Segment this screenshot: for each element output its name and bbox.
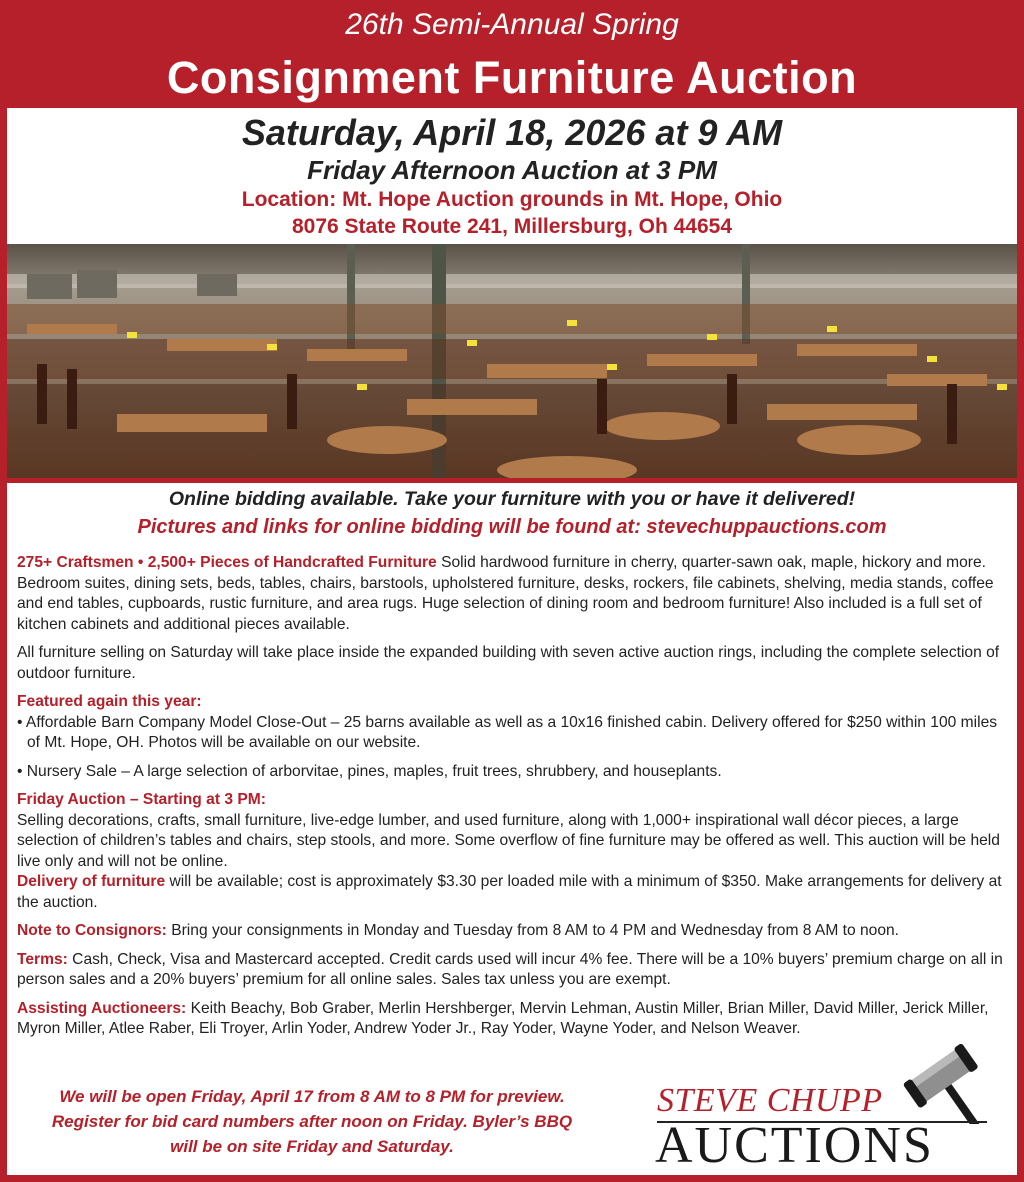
- pictures-link-tagline[interactable]: Pictures and links for online bidding will be found at: stevechuppauctions.com: [137, 516, 887, 538]
- auction-details: [17, 553, 1007, 1048]
- divider: [7, 478, 1017, 483]
- auction-date: Saturday, April 18, 2026 at 9 AM: [241, 112, 783, 153]
- location: Location: Mt. Hope Auction grounds in Mt. Hope, Ohio: [241, 188, 783, 211]
- featured-item: • Affordable Barn Company Model Close-Out – 25 barns available as well as a 10x16 finished cabin. Delivery offered for $250 within 100 miles of Mt. Hope, OH. Photos will be available on our website.: [17, 713, 998, 751]
- logo-bottom-text: AUCTIONS: [655, 1117, 934, 1174]
- event-details: [7, 108, 1017, 240]
- intro-lead: 275+ Craftsmen • 2,500+ Pieces of Handcrafted Furniture: [17, 554, 437, 571]
- friday-section: [17, 790, 1007, 872]
- preview-info: [17, 1084, 607, 1159]
- delivery-paragraph: [17, 872, 1007, 913]
- auctioneers-label: Assisting Auctioneers:: [17, 999, 187, 1017]
- auctioneers-text: Keith Beachy, Bob Graber, Merlin Hershberger, Mervin Lehman, Austin Miller, Brian Miller, David Miller, Jerick Miller, Myron Miller, Atlee Raber, Eli Troyer, Arlin Yoder, Andrew Yoder Jr., Ray Yoder, Wayne Yoder, and Nelson Weaver.: [17, 999, 989, 1037]
- online-bidding-tagline: Online bidding available. Take your furniture with you or have it delivered!: [168, 488, 856, 510]
- terms-text: Cash, Check, Visa and Mastercard accepted. Credit cards used will incur 4% fee. There will be a 10% buyers’ premium charge on all in person sales and a 20% buyers’ premium for all online sales. Sales tax unless you are exempt.: [17, 950, 1003, 988]
- friday-auction-time: Friday Afternoon Auction at 3 PM: [307, 155, 717, 185]
- featured-item: • Nursery Sale – A large selection of arborvitae, pines, maples, fruit trees, shrubbery, and houseplants.: [17, 762, 722, 780]
- terms-paragraph: [17, 950, 1007, 991]
- gavel-icon: [883, 1044, 993, 1124]
- preview-line-2: Register for bid card numbers after noon on Friday. Byler’s BBQ: [51, 1112, 573, 1131]
- featured-section: [17, 692, 1007, 782]
- consignors-text: Bring your consignments in Monday and Tuesday from 8 AM to 4 PM and Wednesday from 8 AM to noon.: [166, 922, 900, 939]
- logo-top-text: STEVE CHUPP: [657, 1082, 883, 1119]
- intro-paragraph: [17, 553, 1007, 635]
- saturday-note: All furniture selling on Saturday will take place inside the expanded building with seven active auction rings, including the complete selection of outdoor furniture.: [17, 644, 1000, 682]
- header-subtitle: 26th Semi-Annual Spring: [345, 8, 679, 41]
- header-banner: [0, 0, 1024, 108]
- header-title: Consignment Furniture Auction: [166, 52, 858, 103]
- friday-heading: Friday Auction – Starting at 3 PM:: [17, 791, 266, 808]
- preview-line-3: will be on site Friday and Saturday.: [170, 1137, 454, 1156]
- steve-chupp-auctions-logo: [655, 1044, 1000, 1174]
- delivery-label: Delivery of furniture: [17, 873, 166, 890]
- intro-text: Solid hardwood furniture in cherry, quarter-sawn oak, maple, hickory and more. Bedroom suites, dining sets, beds, tables, chairs, barstools, upholstered furniture, desks, rockers, file cabinets, shelving, media stands, coffee and end tables, cupboards, rustic furniture, and area rugs. Huge selection of dining room and bedroom furniture! Also included is a full set of kitchen cabinets and additional pieces available.: [17, 554, 994, 633]
- featured-heading: Featured again this year:: [17, 693, 202, 710]
- furniture-showroom-photo: [7, 244, 1017, 478]
- address: 8076 State Route 241, Millersburg, Oh 44654: [291, 215, 732, 238]
- consignors-paragraph: [17, 921, 1007, 942]
- auctioneers-paragraph: [17, 999, 1007, 1040]
- terms-label: Terms:: [17, 950, 68, 968]
- friday-text: Selling decorations, crafts, small furniture, live-edge lumber, and used furniture, along with 1,000+ inspirational wall décor pieces, a large selection of children’s tables and chairs, step stools, and more. Some overflow of fine furniture may be offered as well. This auction will be held live only and will not be online.: [17, 811, 1000, 870]
- delivery-text: will be available; cost is approximately $3.30 per loaded mile with a minimum of $350. Make arrangements for delivery at the auction.: [17, 873, 1002, 911]
- preview-line-1: We will be open Friday, April 17 from 8 AM to 8 PM for preview.: [59, 1087, 565, 1106]
- consignors-label: Note to Consignors:: [17, 922, 167, 939]
